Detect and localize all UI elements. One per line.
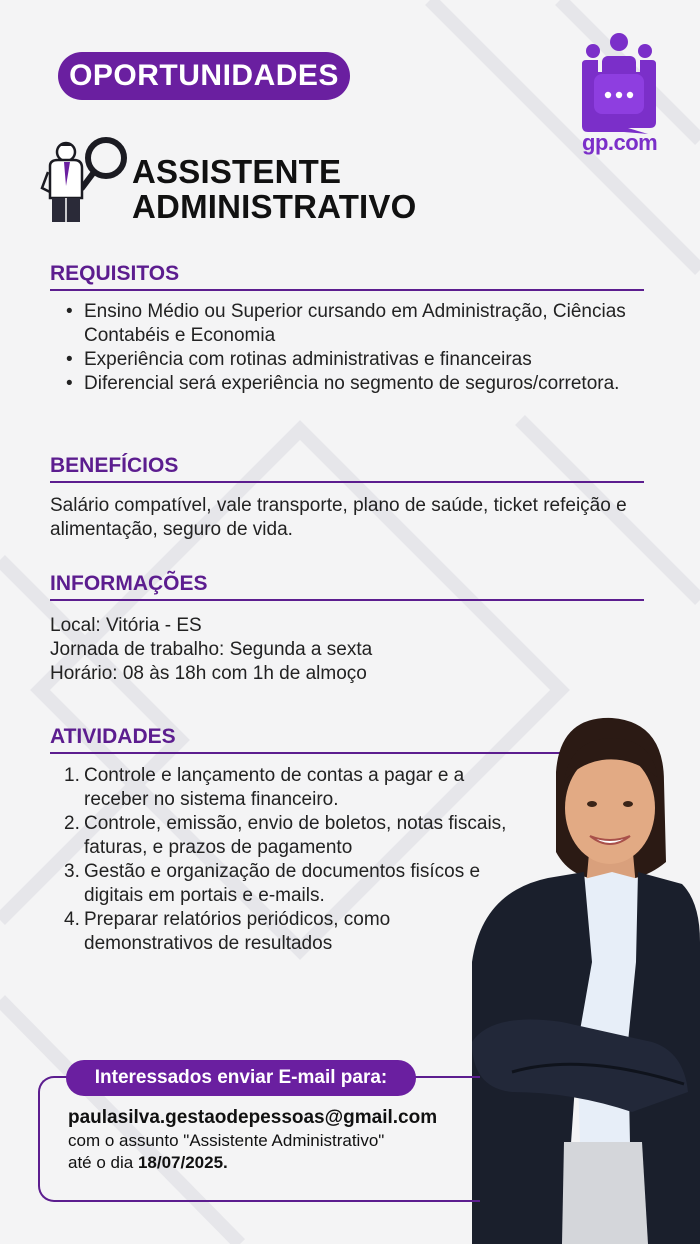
list-item: • Ensino Médio ou Superior cursando em Administração, Ciências Contabéis e Economia	[60, 300, 640, 348]
contact-subject: com o assunto "Assistente Administrativo"	[68, 1131, 385, 1150]
job-title-line2: ADMINISTRATIVO	[132, 188, 417, 225]
contact-email[interactable]: paulasilva.gestaodepessoas@gmail.com	[68, 1107, 438, 1128]
list-item: 3. Gestão e organização de documentos fisícos e digitais em portais e e-mails.	[64, 861, 481, 906]
activities-heading: ATIVIDADES	[50, 725, 570, 754]
requirements-heading: REQUISITOS	[50, 262, 644, 291]
info-heading: INFORMAÇÕES	[50, 572, 644, 601]
list-item: 4. Preparar relatórios periódicos, como demonstrativos de resultados	[64, 909, 391, 954]
benefits-text: Salário compatível, vale transporte, plano de saúde, ticket refeição e alimentação, seguro de vida.	[50, 495, 627, 540]
info-block	[50, 614, 630, 686]
requirements-list	[60, 300, 640, 396]
info-location: Local: Vitória - ES	[50, 615, 202, 636]
job-title	[132, 154, 417, 224]
deadline-date: 18/07/2025.	[137, 1153, 228, 1172]
info-schedule: Jornada de trabalho: Segunda a sexta	[50, 639, 373, 660]
list-item: 2. Controle, emissão, envio de boletos, notas fiscais, faturas, e prazos de pagamento	[64, 813, 507, 858]
businesswoman-photo	[452, 712, 700, 1244]
benefits-heading: BENEFÍCIOS	[50, 454, 644, 483]
contact-label: Interessados enviar E-mail para:	[66, 1060, 416, 1096]
contact-deadline: até o dia 18/07/2025.	[68, 1153, 228, 1172]
info-hours: Horário: 08 às 18h com 1h de almoço	[50, 663, 367, 684]
list-item: • Diferencial será experiência no segmento de seguros/corretora.	[60, 372, 640, 396]
activities-list	[60, 764, 520, 956]
brand-logo-text: gp.com	[582, 130, 658, 155]
list-item: • Experiência com rotinas administrativas e financeiras	[60, 348, 640, 372]
opportunities-badge: OPORTUNIDADES	[58, 52, 350, 100]
job-title-line1: ASSISTENTE	[132, 153, 342, 190]
businessman-magnifier-icon	[36, 132, 132, 228]
list-item: 1. Controle e lançamento de contas a pagar e a receber no sistema financeiro.	[64, 765, 465, 810]
